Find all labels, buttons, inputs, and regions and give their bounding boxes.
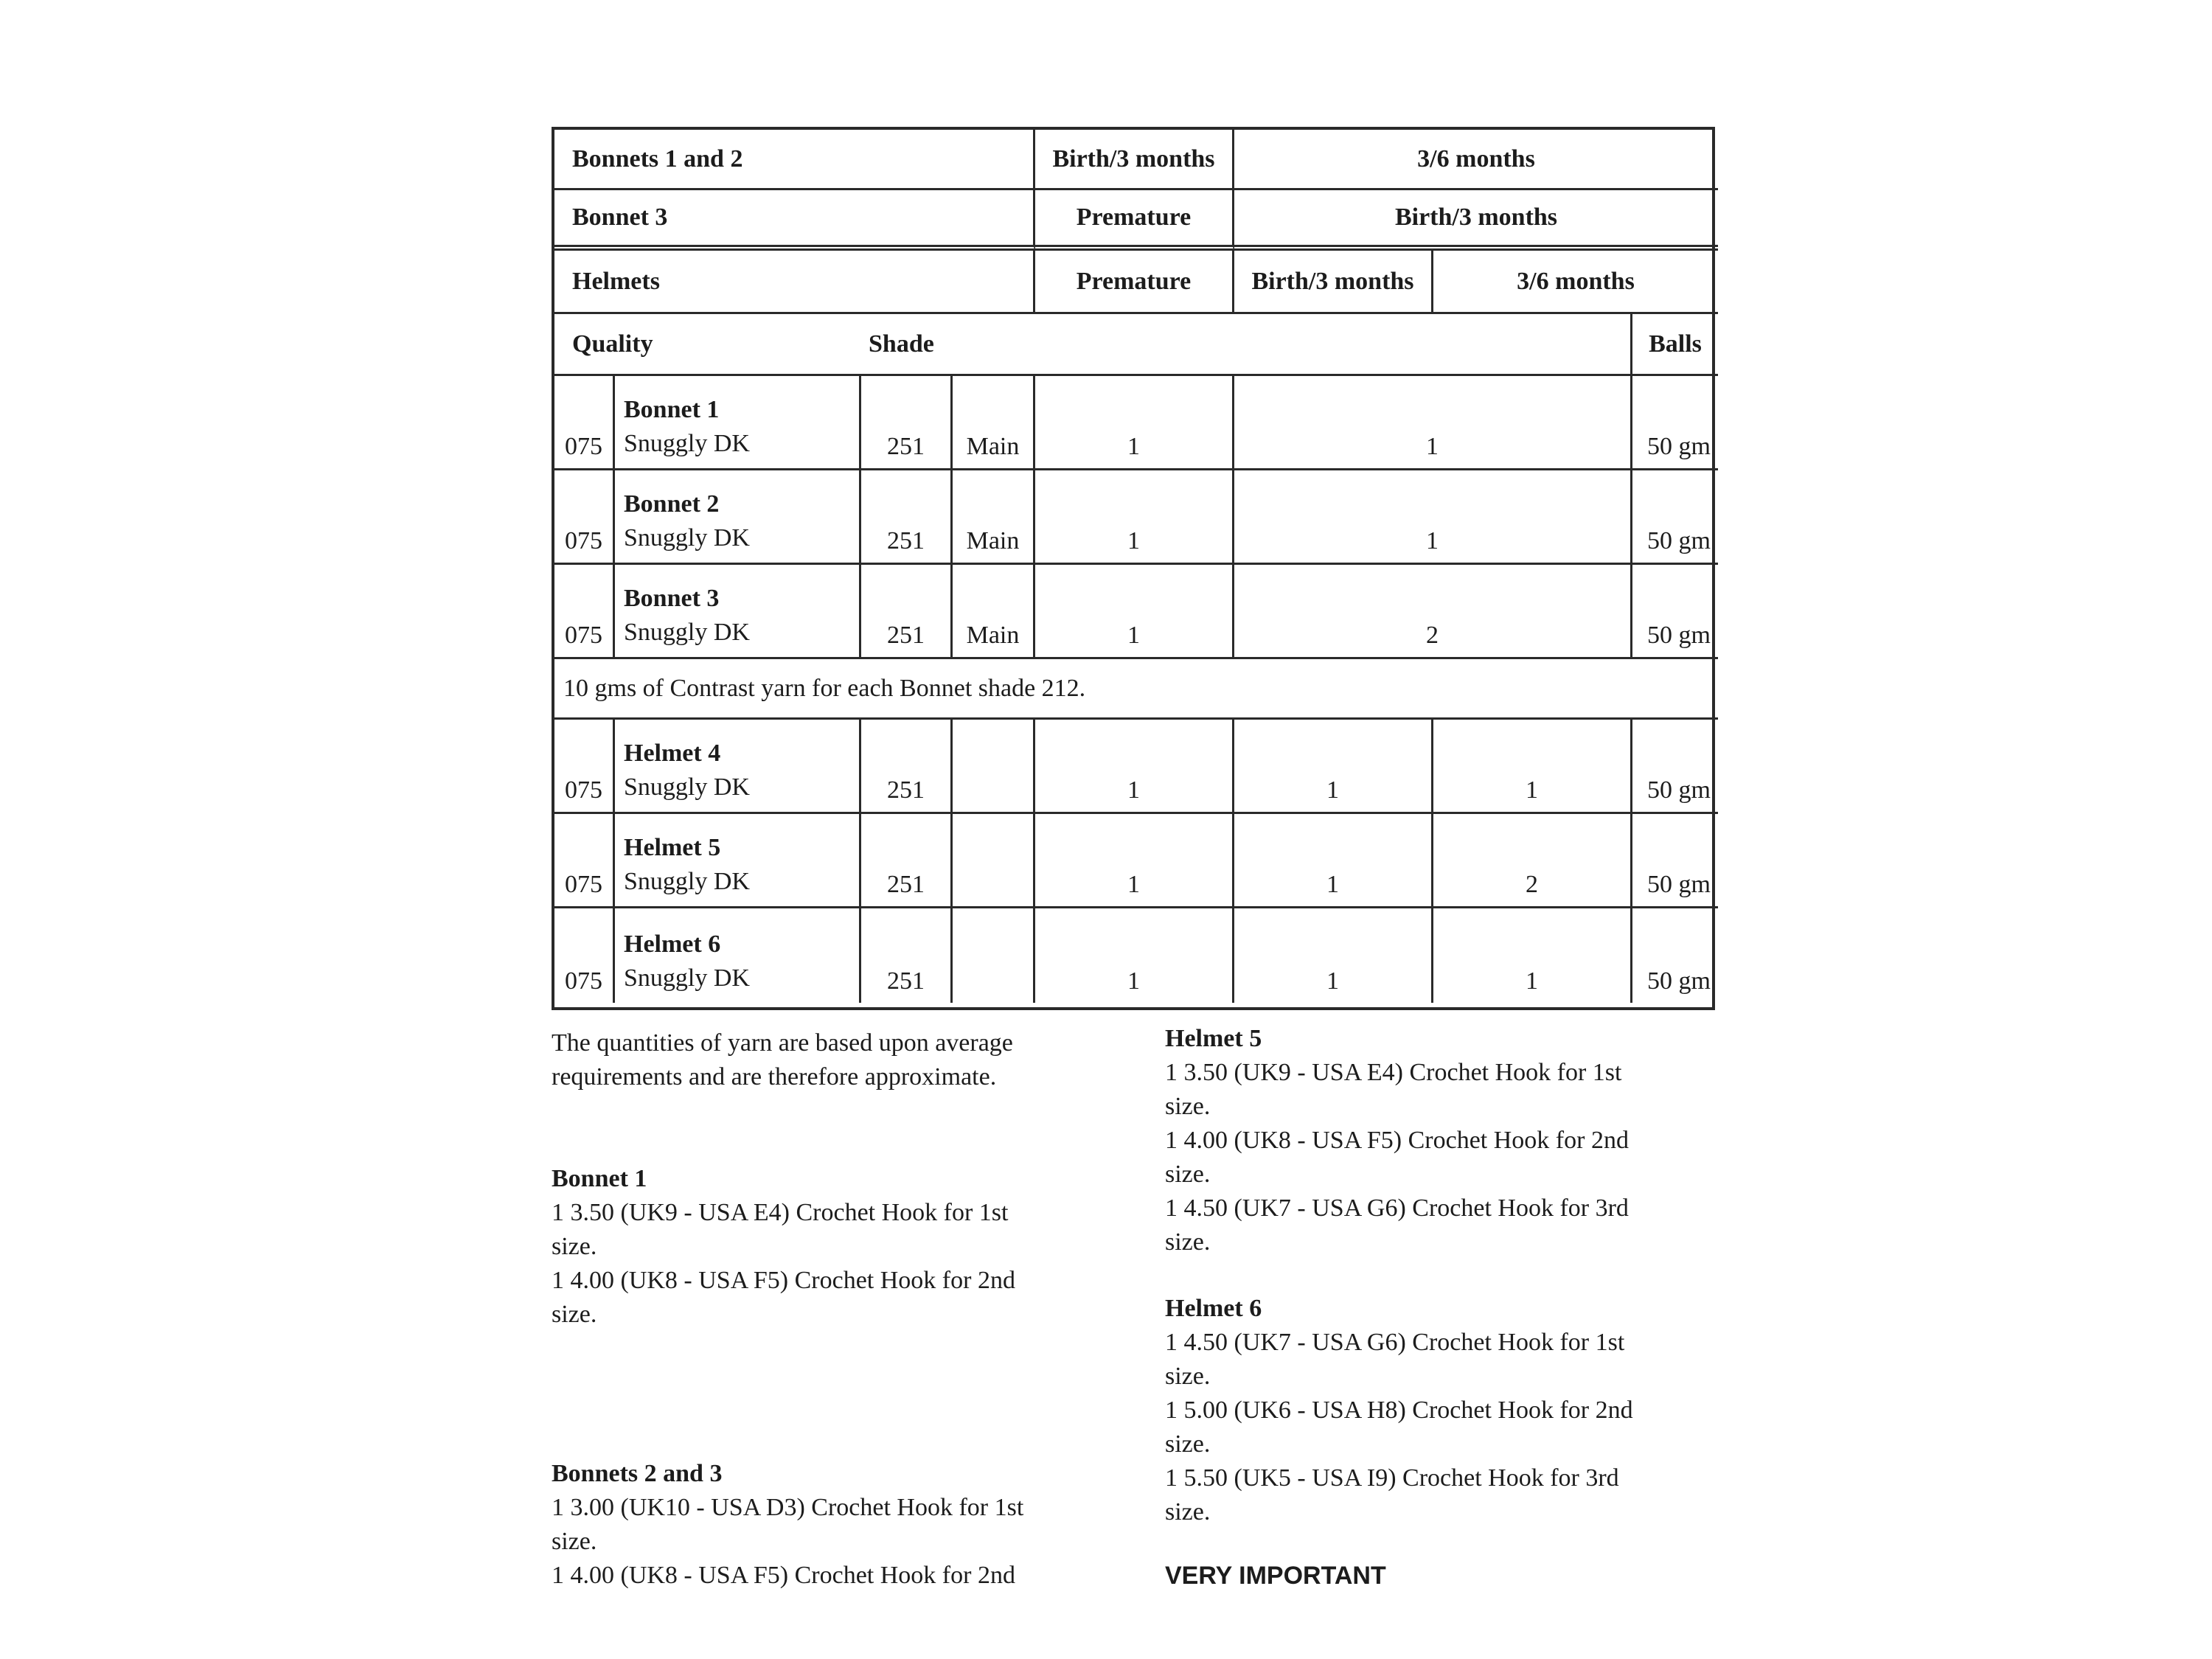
hook-line: size. [1165, 1161, 1211, 1188]
table-row-code: 075 [554, 814, 615, 908]
hook-line: 1 4.00 (UK8 - USA F5) Crochet Hook for 2nd [1165, 1127, 1629, 1154]
table-row-qty-1: 1 [1035, 376, 1234, 470]
hook-line: size. [1165, 1430, 1211, 1458]
item-yarn: Snuggly DK [624, 430, 750, 457]
table-row-shade: 251 [861, 908, 953, 1003]
section-heading-helmet-5: Helmet 5 [1165, 1025, 1262, 1052]
header-bonnet-3-size2: Birth/3 months [1234, 190, 1718, 251]
table-row-item [615, 565, 861, 659]
table-row-qty-3: 1 [1433, 908, 1632, 1003]
table-row-type: Main [953, 470, 1035, 565]
hook-line: size. [1165, 1363, 1211, 1390]
item-yarn: Snuggly DK [624, 773, 750, 801]
column-shade: Shade [861, 314, 1632, 376]
table-row-item [615, 470, 861, 565]
table-row-unit: 50 gm [1632, 565, 1718, 659]
header-helmets-size3: 3/6 months [1433, 251, 1718, 314]
table-row-unit: 50 gm [1647, 967, 1711, 995]
table-row-code: 075 [554, 720, 615, 814]
hook-line: size. [1165, 1093, 1211, 1120]
table-row-shade: 251 [861, 720, 953, 814]
table-row-code: 075 [554, 376, 615, 470]
table-row-type: Main [953, 376, 1035, 470]
table-row-unit: 50 gm [1632, 470, 1718, 565]
table-row-code: 075 [554, 470, 615, 565]
item-name: Helmet 5 [624, 834, 721, 861]
hook-line: size. [552, 1301, 597, 1328]
intro-line: The quantities of yarn are based upon average [552, 1029, 1013, 1057]
header-bonnets-1-2-size1: Birth/3 months [1035, 130, 1234, 190]
table-row-qty-3: 2 [1433, 814, 1632, 908]
hook-line: 1 5.50 (UK5 - USA I9) Crochet Hook for 3rd [1165, 1464, 1619, 1492]
very-important-heading: VERY IMPORTANT [1165, 1562, 1386, 1587]
hook-line: size. [1165, 1498, 1211, 1526]
header-bonnet-3-size1: Premature [1035, 190, 1234, 251]
header-bonnets-1-2-size2: 3/6 months [1234, 130, 1718, 190]
item-yarn: Snuggly DK [624, 619, 750, 646]
table-row-item [615, 908, 861, 1003]
header-bonnets-1-2: Bonnets 1 and 2 [554, 130, 1035, 190]
item-name: Helmet 4 [624, 740, 721, 767]
hook-line: 1 4.00 (UK8 - USA F5) Crochet Hook for 2nd [552, 1267, 1015, 1294]
header-bonnet-3: Bonnet 3 [554, 190, 1035, 251]
left-text-column [552, 1026, 1112, 1593]
item-name: Bonnet 1 [624, 396, 720, 423]
table-row-code: 075 [554, 908, 615, 1003]
table-row-shade: 251 [861, 470, 953, 565]
table-row-type-empty [953, 814, 1035, 908]
table-row-qty-3: 1 [1433, 720, 1632, 814]
hook-line: size. [1165, 1228, 1211, 1256]
hook-line: 1 4.50 (UK7 - USA G6) Crochet Hook for 1st [1165, 1329, 1625, 1356]
column-balls: Balls [1632, 314, 1718, 376]
table-row-shade: 251 [861, 376, 953, 470]
hook-line: 1 3.50 (UK9 - USA E4) Crochet Hook for 1st [552, 1199, 1009, 1226]
section-heading-bonnet-1: Bonnet 1 [552, 1165, 647, 1192]
hook-line: 1 5.00 (UK6 - USA H8) Crochet Hook for 2nd [1165, 1397, 1633, 1424]
section-heading-helmet-6: Helmet 6 [1165, 1295, 1262, 1322]
header-helmets-size2: Birth/3 months [1234, 251, 1433, 314]
table-row-item [615, 376, 861, 470]
hook-line: size. [552, 1233, 597, 1260]
table-row-qty-2: 1 [1234, 908, 1433, 1003]
header-helmets: Helmets [554, 251, 1035, 314]
intro-line: requirements and are therefore approximate. [552, 1063, 997, 1091]
table-row-qty-2: 1 [1234, 720, 1433, 814]
item-name: Helmet 6 [624, 931, 721, 958]
yarn-requirements-table [552, 127, 1715, 1010]
table-row-qty-1: 1 [1035, 470, 1234, 565]
section-heading-bonnets-2-3: Bonnets 2 and 3 [552, 1460, 723, 1487]
table-row-unit: 50 gm [1632, 376, 1718, 470]
hook-line: size. [552, 1528, 597, 1555]
item-name: Bonnet 3 [624, 585, 720, 612]
table-row-item [615, 814, 861, 908]
table-row-item [615, 720, 861, 814]
item-yarn: Snuggly DK [624, 868, 750, 895]
hook-line: 1 4.00 (UK8 - USA F5) Crochet Hook for 2nd [552, 1562, 1015, 1589]
table-row-shade: 251 [861, 565, 953, 659]
table-row-type-empty [953, 720, 1035, 814]
table-row-type-empty [953, 908, 1035, 1003]
item-yarn: Snuggly DK [624, 524, 750, 552]
right-text-column [1165, 1022, 1725, 1587]
table-row-qty-2: 1 [1234, 376, 1632, 470]
table-row-qty-2: 2 [1234, 565, 1632, 659]
table-row-qty-1: 1 [1035, 720, 1234, 814]
header-helmets-size1: Premature [1035, 251, 1234, 314]
hook-line: 1 3.50 (UK9 - USA E4) Crochet Hook for 1st [1165, 1059, 1622, 1086]
table-row-type: Main [953, 565, 1035, 659]
table-row-unit: 50 gm [1632, 720, 1718, 814]
column-quality: Quality [554, 314, 861, 376]
table-row-code: 075 [554, 565, 615, 659]
table-row-qty-2: 1 [1234, 470, 1632, 565]
table-row-qty-1: 1 [1035, 908, 1234, 1003]
table-row-unit: 50 gm [1632, 814, 1718, 908]
item-name: Bonnet 2 [624, 490, 720, 518]
table-row-qty-1: 1 [1035, 565, 1234, 659]
table-row-qty-1: 1 [1035, 814, 1234, 908]
table-row-qty-2: 1 [1234, 814, 1433, 908]
hook-line: 1 4.50 (UK7 - USA G6) Crochet Hook for 3rd [1165, 1194, 1629, 1222]
table-row-shade: 251 [861, 814, 953, 908]
item-yarn: Snuggly DK [624, 964, 750, 992]
hook-line: 1 3.00 (UK10 - USA D3) Crochet Hook for 1st [552, 1494, 1024, 1521]
contrast-yarn-note: 10 gms of Contrast yarn for each Bonnet shade 212. [554, 659, 1718, 720]
